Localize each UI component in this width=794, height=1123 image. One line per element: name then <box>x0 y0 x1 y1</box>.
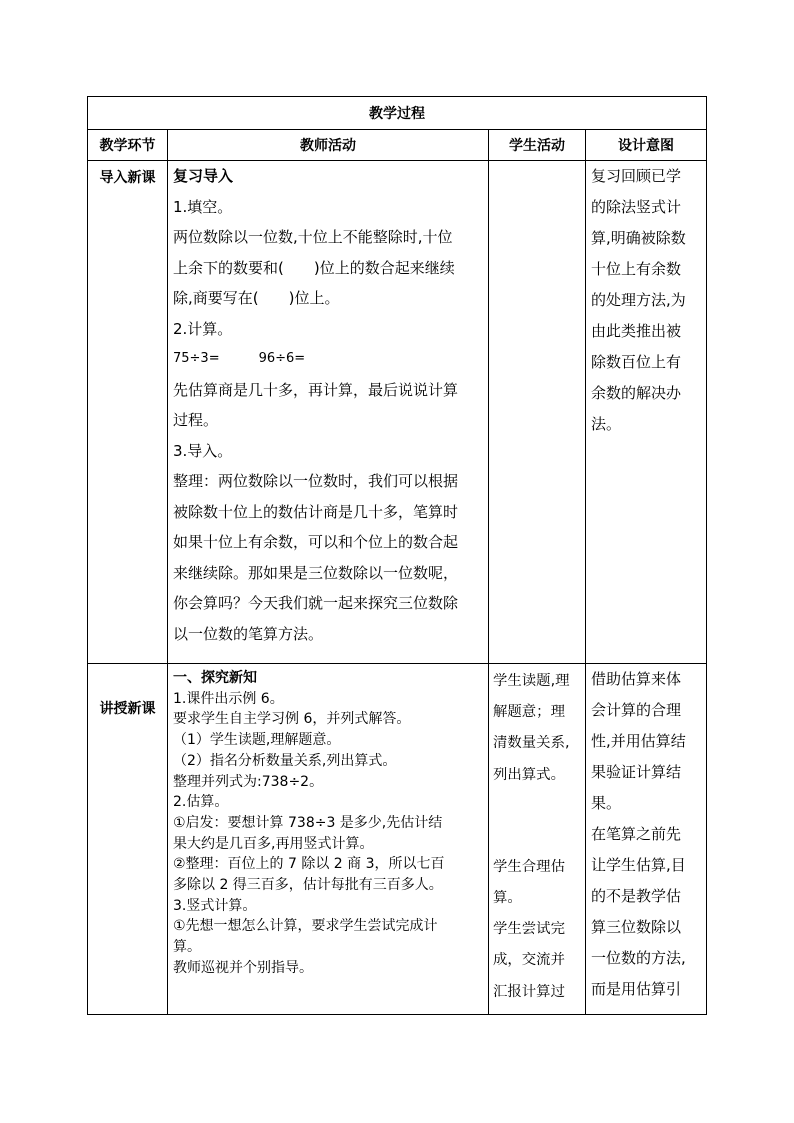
student-line: 列出算式。 <box>493 766 565 783</box>
intent-line: 除数百位上有 <box>591 353 682 371</box>
teacher-line: 过程。 <box>173 411 219 429</box>
intent-line: 算,明确被除数 <box>591 229 686 247</box>
teacher-line: 1.课件出示例 6。 <box>173 690 284 707</box>
intent-line: 一位数的方法, <box>591 949 686 967</box>
student-line: 算。 <box>493 890 522 907</box>
student-line: 汇报计算过 <box>493 983 565 1000</box>
stage-new-lesson: 讲授新课 <box>88 664 168 1015</box>
header-student-activity: 学生活动 <box>489 130 586 161</box>
teacher-line: 要求学生自主学习例 6，并列式解答。 <box>173 711 411 728</box>
teacher-line: 如果十位上有余数，可以和个位上的数合起 <box>173 533 459 551</box>
intent-line: 果验证计算结 <box>591 763 682 781</box>
teacher-line: 75÷3= 96÷6= <box>173 351 306 366</box>
teacher-line: 整理并列式为:738÷2。 <box>173 773 324 790</box>
teacher-line: 2.计算。 <box>173 319 233 338</box>
teacher-line: 一、探究新知 <box>173 670 257 686</box>
intent-line: 性,并用估算结 <box>591 732 686 750</box>
intent-line: 十位上有余数 <box>591 260 682 278</box>
student-line: 学生合理估 <box>493 858 565 875</box>
teacher-line: 算。 <box>173 939 201 956</box>
intent-line: 算三位数除以 <box>591 918 682 936</box>
header-stage: 教学环节 <box>88 130 168 161</box>
teacher-line: 来继续除。那如果是三位数除以一位数呢， <box>173 563 459 582</box>
teacher-line: 两位数除以一位数,十位上不能整除时,十位 <box>173 228 453 246</box>
intent-line: 在笔算之前先 <box>591 825 682 843</box>
teacher-line: 先估算商是几十多，再计算，最后说说计算 <box>173 380 459 399</box>
intent-line: 借助估算来体 <box>591 670 682 688</box>
spacer <box>493 791 581 852</box>
intent-line: 的除法竖式计 <box>591 198 682 216</box>
header-teacher-activity: 教师活动 <box>168 130 489 161</box>
design-intent-new-lesson <box>586 664 707 1015</box>
teacher-line: 被除数十位上的数估计商是几十多，笔算时 <box>173 502 459 521</box>
intent-line: 的不是教学估 <box>591 887 682 905</box>
teacher-line: ①先想一想怎么计算，要求学生尝试完成计 <box>173 918 438 935</box>
teacher-line: 教师巡视并个别指导。 <box>173 959 313 976</box>
stage-intro: 导入新课 <box>88 161 168 664</box>
teacher-line: 3.导入。 <box>173 441 233 460</box>
intent-line: 而是用估算引 <box>591 980 682 998</box>
header-design-intent: 设计意图 <box>586 130 707 161</box>
student-line: 清数量关系, <box>493 735 570 752</box>
teacher-line: 果大约是几百多,再用竖式计算。 <box>173 835 374 852</box>
teacher-line: （1）学生读题,理解题意。 <box>173 732 341 749</box>
teacher-line: 除,商要写在( )位上。 <box>173 289 340 307</box>
student-activity-new-lesson <box>489 664 586 1015</box>
teacher-activity-intro <box>168 161 489 664</box>
teacher-line: ②整理：百位上的 7 除以 2 商 3，所以七百 <box>173 856 445 873</box>
teacher-line: 你会算吗？今天我们就一起来探究三位数除 <box>173 594 459 612</box>
design-intent-intro <box>586 161 707 664</box>
teacher-line: 1.填空。 <box>173 197 233 216</box>
intent-line: 的处理方法,为 <box>591 291 686 309</box>
teacher-line: 复习导入 <box>173 167 234 185</box>
intent-line: 复习回顾已学 <box>591 167 682 185</box>
student-activity-intro <box>489 161 586 664</box>
intent-line: 让学生估算,目 <box>591 856 686 874</box>
intent-line: 余数的解决办 <box>591 384 682 402</box>
student-line: 成，交流并 <box>493 952 565 969</box>
intent-line: 果。 <box>591 794 622 812</box>
teacher-activity-new-lesson <box>168 664 489 1015</box>
table-title: 教学过程 <box>88 97 707 130</box>
teacher-line: 整理：两位数除以一位数时，我们可以根据 <box>173 472 459 490</box>
intent-line: 由此类推出被 <box>591 322 682 340</box>
teacher-line: 3.竖式计算。 <box>173 897 257 914</box>
student-line: 学生读题,理 <box>493 673 570 689</box>
teacher-line: ①启发：要想计算 738÷3 是多少,先估计结 <box>173 814 443 831</box>
teacher-line: （2）指名分析数量关系,列出算式。 <box>173 752 397 769</box>
student-line: 学生尝试完 <box>493 921 565 938</box>
student-line: 解题意；理 <box>493 704 565 721</box>
table-row-intro <box>88 161 707 664</box>
lesson-process-table <box>87 96 707 1015</box>
intent-line: 法。 <box>591 415 622 433</box>
teacher-line: 以一位数的笔算方法。 <box>173 624 324 643</box>
teacher-line: 2.估算。 <box>173 794 229 811</box>
teacher-line: 上余下的数要和( )位上的数合起来继续 <box>173 258 455 277</box>
intent-line: 会计算的合理 <box>591 701 682 719</box>
table-row-new-lesson <box>88 664 707 1015</box>
teacher-line: 多除以 2 得三百多，估计每批有三百多人。 <box>173 877 443 894</box>
